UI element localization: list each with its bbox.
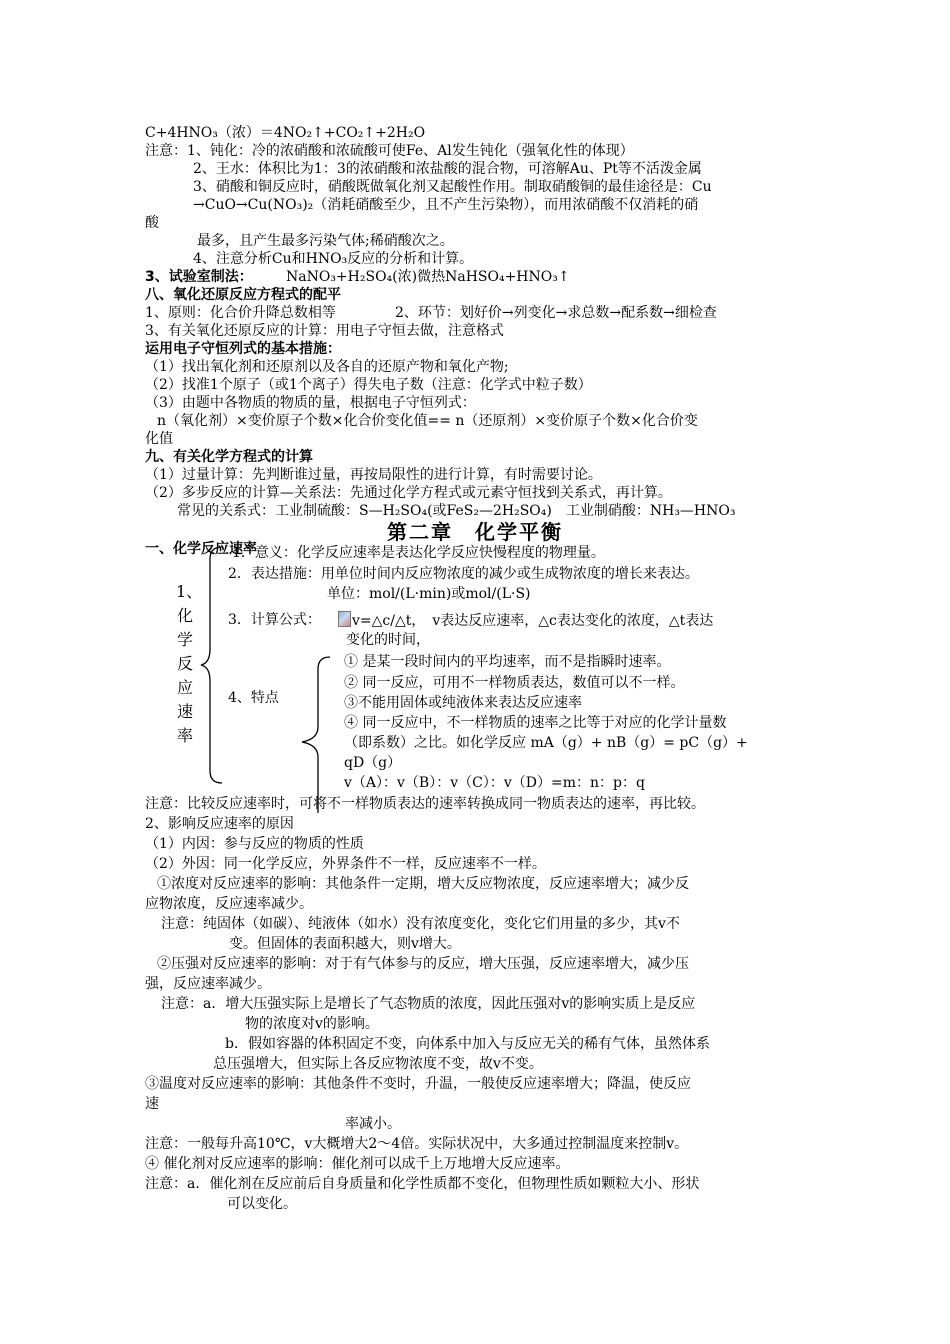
text-line: 3．计算公式： (228, 612, 321, 628)
text-line: ②压强对反应速率的影响：对于有气体参与的反应，增大压强，反应速率增大，减少压 (157, 956, 689, 972)
image-placeholder-icon (338, 611, 351, 627)
text-line: 常见的关系式：工业制硫酸：S—H₂SO₄(或FeS₂—2H₂SO₄) 工业制硝酸：NH₃—HNO₃ (177, 503, 736, 519)
text-line: （1）过量计算：先判断谁过量，再按局限性的进行计算，有时需要讨论。 (145, 467, 602, 483)
section-heading: 运用电子守恒列式的基本措施： (145, 341, 341, 357)
text-line: 可以变化。 (227, 1196, 297, 1212)
text-line: C+4HNO₃（浓）＝4NO₂↑+CO₂↑+2H₂O (145, 125, 426, 141)
text-line: ④ 同一反应中，不一样物质的速率之比等于对应的化学计量数 (344, 715, 727, 731)
text-line: →CuO→Cu(NO₃)₂（消耗硝酸至少，且不产生污染物），而用浓硝酸不仅消耗的硝 (193, 197, 699, 213)
text-line: ③不能用固体或纯液体来表达反应速率 (344, 695, 582, 711)
text-line: 2、王水：体积比为1：3的浓硝酸和浓盐酸的混合物，可溶解Au、Pt等不活泼金属 (193, 161, 702, 177)
left-brace (198, 545, 228, 785)
right-brace (298, 655, 334, 815)
text-line: 总压强增大，但实际上各反应物浓度不变，故v不变。 (213, 1056, 543, 1072)
text-line (338, 611, 713, 630)
text-line: （3）由题中各物质的物质的量，根据电子守恒列式： (145, 395, 476, 411)
text-line: 1．意义：化学反应速率是表达化学反应快慢程度的物理量。 (232, 545, 605, 561)
section-heading: 八、氧化还原反应方程式的配平 (145, 287, 341, 303)
text-line: 注意：a．催化剂在反应前后自身质量和化学性质都不变化，但物理性质如颗粒大小、形状 (145, 1176, 700, 1192)
text-line: 应物浓度，反应速率减少。 (145, 896, 313, 912)
text-line: 单位：mol/(L·min)或mol/(L·S) (327, 586, 531, 602)
text-line: b．假如容器的体积固定不变，向体系中加入与反应无关的稀有气体，虽然体系 (225, 1036, 710, 1052)
text-line: （1）找出氧化剂和还原剂以及各自的还原产物和氧化产物; (145, 359, 509, 375)
text-line: 酸 (145, 215, 159, 231)
vertical-label: 1、化学反应速率 (176, 582, 203, 745)
text-line: 物的浓度对v的影响。 (245, 1016, 379, 1032)
text-line: （2）多步反应的计算—关系法：先通过化学方程式或元素守恒找到关系式，再计算。 (145, 485, 672, 501)
text-line: （2）外因：同一化学反应，外界条件不一样，反应速率不一样。 (145, 856, 546, 872)
text-line: 注意：a．增大压强实际上是增长了气态物质的浓度，因此压强对v的影响实质上是反应 (161, 996, 696, 1012)
text-line: 2、环节：划好价→列变化→求总数→配系数→细检查 (395, 305, 717, 321)
section-heading: 3、试验室制法： (145, 269, 253, 285)
text-line: 强，反应速率减少。 (145, 976, 271, 992)
text-line: 最多，且产生最多污染气体;稀硝酸次之。 (197, 233, 454, 249)
text-line: 2、影响反应速率的原因 (145, 816, 294, 832)
text-line: NaNO₃+H₂SO₄(浓)微热NaHSO₄+HNO₃↑ (286, 269, 570, 285)
text-line: ①浓度对反应速率的影响：其他条件一定期，增大反应物浓度，反应速率增大；减少反 (157, 876, 689, 892)
chapter-title: 第二章 化学平衡 (387, 520, 563, 544)
text-line: ③温度对反应速率的影响：其他条件不变时，升温，一般使反应速率增大；降温，使反应 (145, 1076, 691, 1092)
text-line: ② 同一反应，可用不一样物质表达，数值可以不一样。 (344, 675, 685, 691)
text-line: 3、硝酸和铜反应时，硝酸既做氧化剂又起酸性作用。制取硝酸铜的最佳途径是：Cu (193, 179, 712, 195)
text-line: 2．表达措施：用单位时间内反应物浓度的减少或生成物浓度的增长来表达。 (228, 566, 699, 582)
text-line: 率减小。 (345, 1116, 401, 1132)
text-line: （1）内因：参与反应的物质的性质 (145, 836, 364, 852)
text-line: 注意：一般每升高10℃，v大概增大2～4倍。实际状况中，大多通过控制温度来控制v。 (145, 1136, 689, 1152)
text-line: （即系数）之比。如化学反应 mA（g）+ nB（g）= pC（g）+ (344, 735, 748, 751)
text-line: ① 是某一段时间内的平均速率，而不是指瞬时速率。 (344, 654, 671, 670)
section-heading: 九、有关化学方程式的计算 (145, 449, 313, 465)
text-line: 注意：1、钝化：冷的浓硝酸和浓硫酸可使Fe、Al发生钝化（强氧化性的体现） (145, 143, 634, 159)
text-line: 速 (145, 1096, 159, 1112)
text-line: 变化的时间， (346, 632, 430, 648)
text-line: 4、注意分析Cu和HNO₃反应的分析和计算。 (193, 251, 474, 267)
text-line: 1、原则：化合价升降总数相等 (145, 305, 336, 321)
text-line: qD（g） (344, 755, 402, 771)
text-line: 4、特点 (228, 690, 279, 706)
text-line: （2）找准1个原子（或1个离子）得失电子数（注意：化学式中粒子数） (145, 377, 592, 393)
formula-text: v=△c/△t， v表达反应速率，△c表达变化的浓度，△t表达 (352, 613, 714, 629)
section-heading: 一、化学反应速率 (145, 541, 257, 557)
text-line: 3、有关氧化还原反应的计算：用电子守恒去做，注意格式 (145, 323, 504, 339)
text-line: 变。但固体的表面积越大，则v增大。 (229, 936, 461, 952)
text-line: 注意：纯固体（如碳）、纯液体（如水）没有浓度变化，变化它们用量的多少，其v不 (161, 916, 680, 932)
text-line: 注意：比较反应速率时，可将不一样物质表达的速率转换成同一物质表达的速率，再比较。 (145, 796, 705, 812)
text-line: v（A）：v（B）：v（C）：v（D）=m：n：p：q (344, 775, 645, 791)
text-line: 化值 (145, 431, 173, 447)
text-line: ④ 催化剂对反应速率的影响：催化剂可以成千上万地增大反应速率。 (145, 1156, 570, 1172)
text-line: n（氧化剂）×变价原子个数×化合价变化值== n（还原剂）×变价原子个数×化合价变 (157, 413, 698, 429)
